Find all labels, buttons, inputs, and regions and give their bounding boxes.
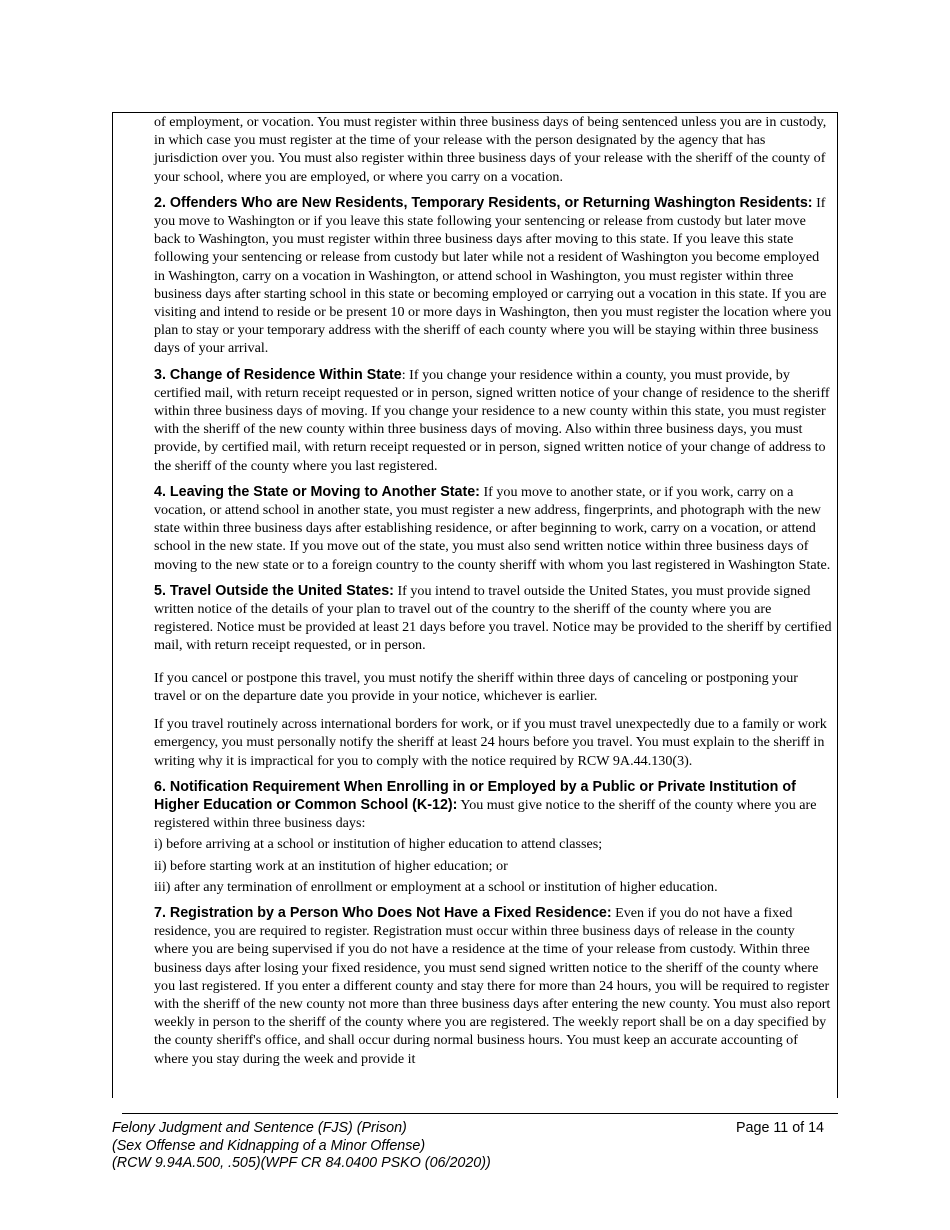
- section-7-heading: 7. Registration by a Person Who Does Not Have a Fixed Residence:: [154, 904, 612, 921]
- travel-routine-paragraph: If you travel routinely across international borders for work, or if you must travel unexpectedly due to a family or work emergency, you must personally notify the sheriff at least 24 hours before you travel. You must explain to the sheriff in writing why it is impractical for you to comply with the notice required by RCW 9A.44.130(3).: [154, 716, 827, 769]
- footer-divider: [122, 1113, 838, 1114]
- section-4: [154, 483, 832, 574]
- section-2: [154, 194, 832, 358]
- section-5-heading: 5. Travel Outside the United States:: [154, 582, 394, 599]
- list-item: ii) before starting work at an institution of higher education; or: [154, 857, 508, 874]
- footer-form-title: Felony Judgment and Sentence (FJS) (Prison): [112, 1120, 407, 1136]
- footer-form-citation: (RCW 9.94A.500, .505)(WPF CR 84.0400 PSKO (06/2020)): [112, 1155, 491, 1171]
- section-3-body: : If you change your residence within a county, you must provide, by certified mail, with return receipt requested or in person, signed written notice of your change of residence to the sheriff within three business days of moving. If you change your residence to a new county within this state, you must register with the sheriff of the new county within three business days of moving. Also within three business days, you must provide, by certified mail, with return receipt requested or in person, signed written notice of your change of address to the sheriff of the county where you last registered.: [154, 366, 830, 474]
- page-footer: [112, 1120, 828, 1173]
- section-2-body: If you move to Washington or if you leave this state following your sentencing or release from custody but later move back to Washington, you must register within three business days after moving to this state. If you leave this state following your sentencing or release from custody but later while not a resident of Washington you become employed in Washington, carry on a vocation in Washington, or attend school in Washington, you must register within three business days after starting school in this state or becoming employed or carrying out a vocation in this state. If you are visiting and intend to reside or be present 10 or more days in Washington, then you must register the location where you plan to stay or your temporary address with the sheriff of each county where you will be staying within three business days of your arrival.: [154, 194, 832, 357]
- section-3-heading: 3. Change of Residence Within State: [154, 366, 402, 383]
- travel-cancel-paragraph: If you cancel or postpone this travel, you must notify the sheriff within three days of canceling or postponing your travel or on the departure date you provide in your notice, whichever is earlier.: [154, 669, 798, 704]
- page-number: Page 11 of 14: [736, 1120, 824, 1136]
- section-5-body: If you intend to travel outside the United States, you must provide signed written notice of the details of your plan to travel out of the country to the sheriff of the county where you are registered. Notice must be provided at least 21 days before you travel. Notice may be provided to the sheriff by certified mail, with return receipt requested, or in person.: [154, 582, 832, 654]
- footer-form-subtitle: (Sex Offense and Kidnapping of a Minor Offense): [112, 1137, 426, 1154]
- section-2-heading: 2. Offenders Who are New Residents, Temporary Residents, or Returning Washington Residents:: [154, 194, 813, 211]
- section-5: [154, 582, 832, 655]
- document-body: [154, 113, 832, 1076]
- list-item: i) before arriving at a school or institution of higher education to attend classes;: [154, 836, 603, 853]
- section-6: [154, 778, 832, 833]
- section-6-heading: 6. Notification Requirement When Enrolling in or Employed by a Public or Private Institution of Higher Education or Common School (K-12):: [154, 778, 796, 813]
- section-7: [154, 904, 832, 1068]
- section-3: [154, 366, 832, 475]
- continuation-paragraph: of employment, or vocation. You must register within three business days of being sentenced unless you are in custody, in which case you must register at the time of your release with the person designated by the agency that has jurisdiction over you. You must also register within three business days of your release with the sheriff of the county of your school, where you are employed, or where you carry on a vocation.: [154, 114, 827, 185]
- section-7-body: Even if you do not have a fixed residence, you are required to register. Registration must occur within three business days of release in the county where you are being supervised if you do not have a residence at the time of your release from custody. Within three business days after losing your fixed residence, you must send signed written notice to the sheriff of the county where you last registered. If you enter a different county and stay there for more than 24 hours, you will be required to register with the sheriff of the new county not more than three business days after entering the new county. You must also report weekly in person to the sheriff of the county where you are registered. The weekly report shall be on a day specified by the county sheriff's office, and shall occur during normal business hours. You must keep an accurate accounting of where you stay during the week and provide it: [154, 904, 831, 1067]
- section-4-body: If you move to another state, or if you work, carry on a vocation, or attend school in another state, you must register a new address, fingerprints, and photograph with the new state within three business days after establishing residence, or after beginning to work, carry on a vocation, or attend school in the new state. If you move out of the state, you must also send written notice within three business days of moving to the new state or to a foreign country to the county sheriff with whom you last registered in Washington State.: [154, 483, 831, 573]
- list-item: iii) after any termination of enrollment or employment at a school or institution of higher education.: [154, 878, 718, 895]
- section-6-body: You must give notice to the sheriff of the county where you are registered within three business days:: [154, 796, 817, 832]
- section-4-heading: 4. Leaving the State or Moving to Another State:: [154, 483, 480, 500]
